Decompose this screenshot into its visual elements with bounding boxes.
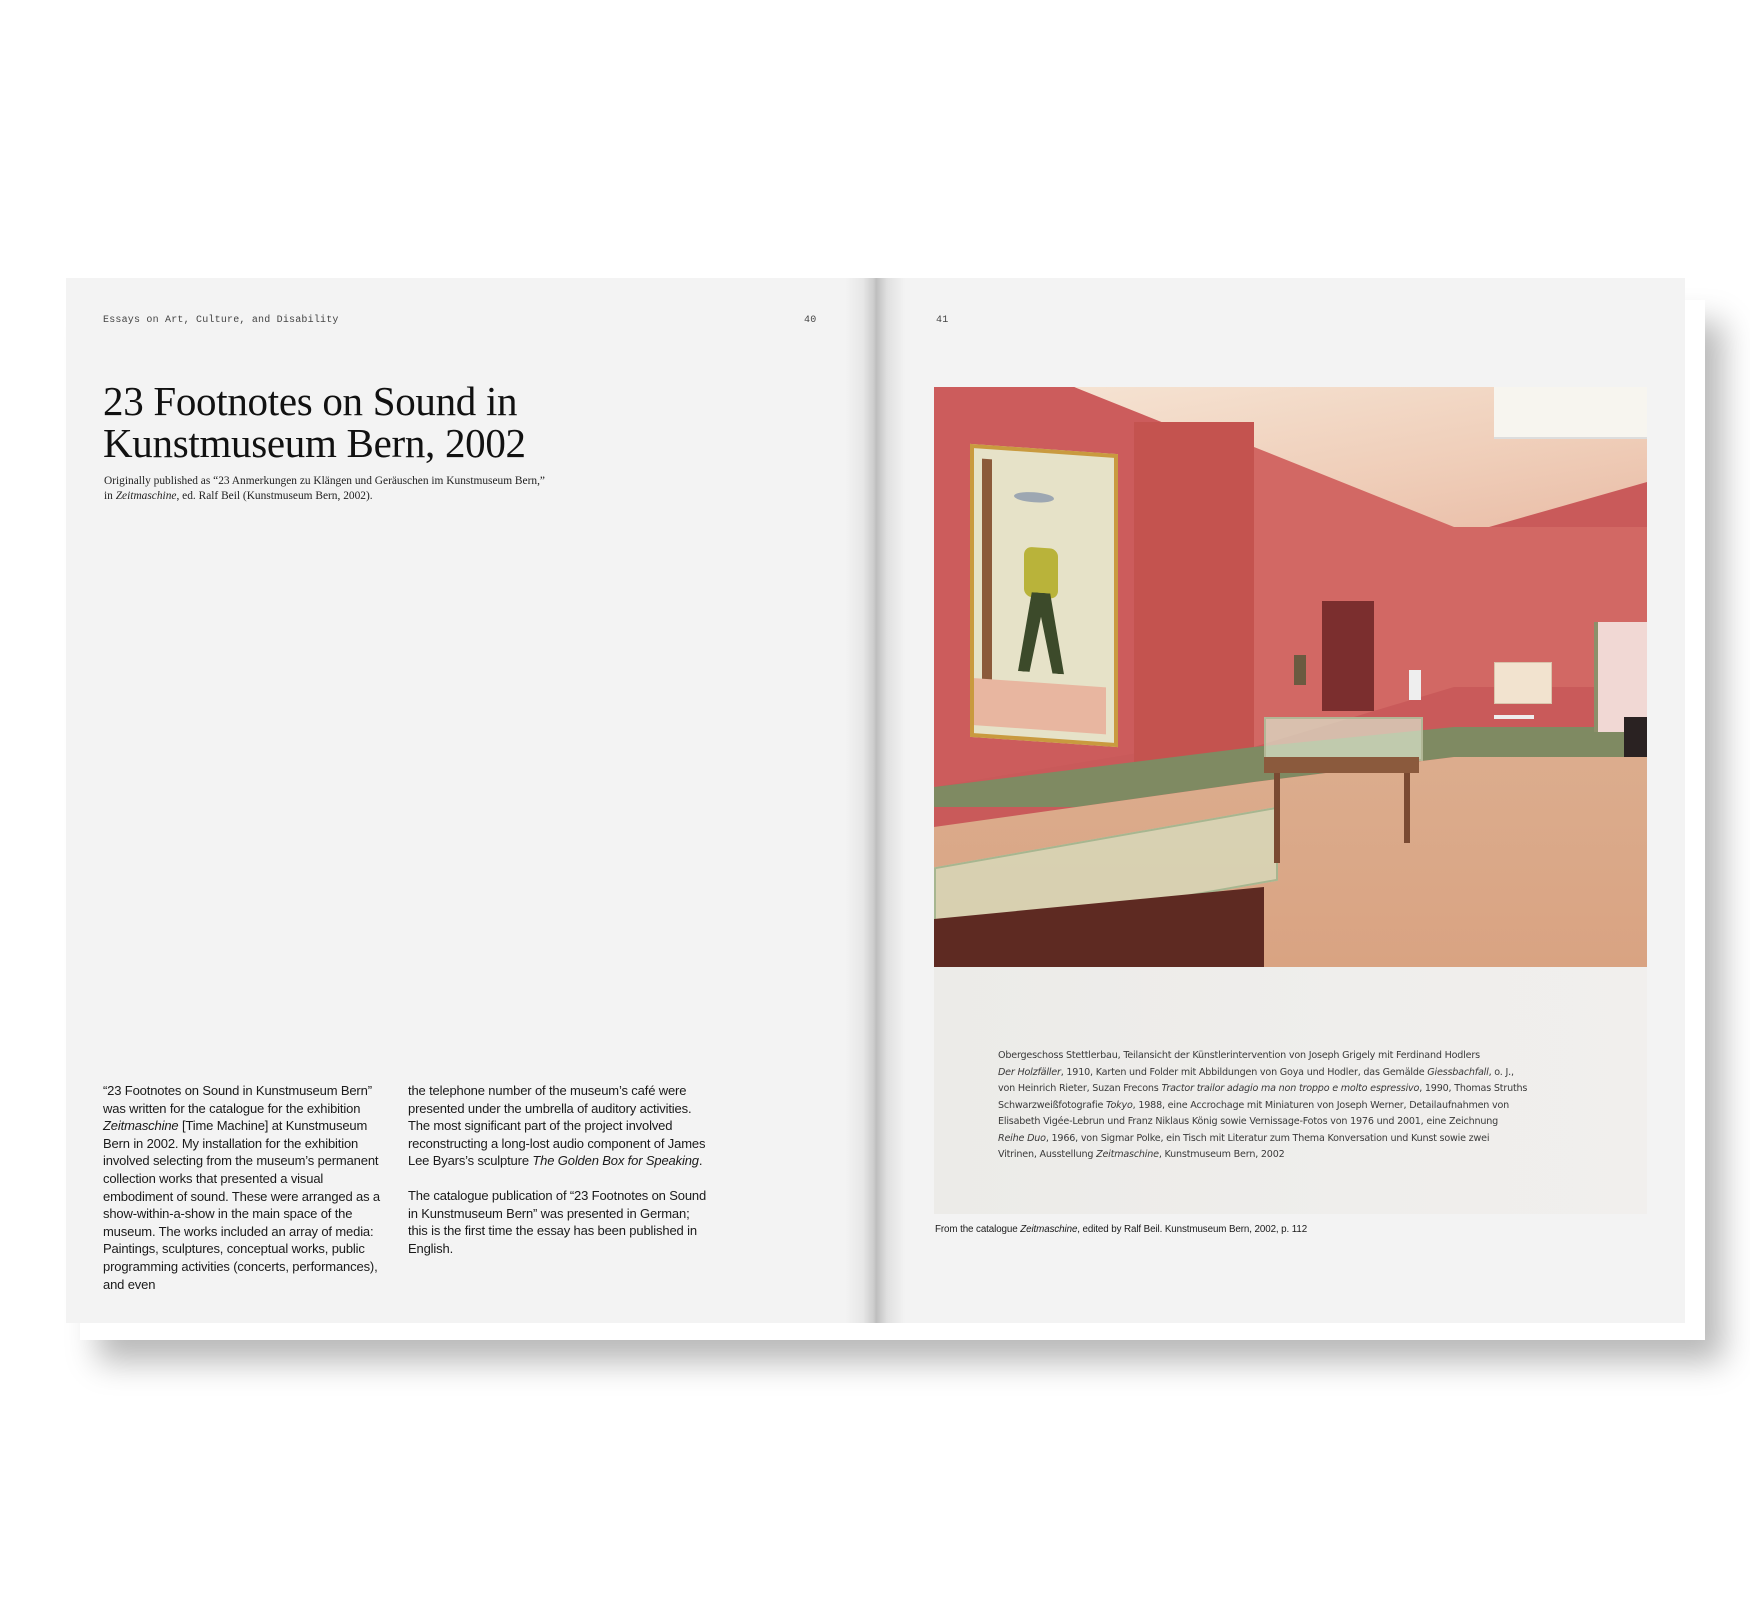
dark-painting [1322, 601, 1374, 711]
text-run: the telephone number of the museum’s café were presented under the umbrella of auditory activities. The most significant part of the project involved reconstructing a long-lost audio component of James Lee Byars’s sculpture [408, 1083, 706, 1169]
body-paragraph: The catalogue publication of “23 Footnotes on Sound in Kunstmuseum Bern” was presented in German; this is the first time the essay has been published in English. [408, 1187, 707, 1256]
body-column-2 [408, 1082, 708, 1274]
wall-pillar [1134, 422, 1254, 762]
doorway [1594, 622, 1647, 732]
credit-prefix: From the catalogue [935, 1224, 1021, 1235]
caption-italic: Zeitmaschine [1096, 1149, 1159, 1160]
caption-line: Elisabeth Vigée-Lebrun und Franz Niklaus König sowie Vernissage-Fotos von 1976 und 2001, eine Zeichnung [998, 1116, 1499, 1127]
publication-note-prefix: in [104, 490, 116, 502]
caption-italic: Reihe Duo [998, 1132, 1046, 1144]
caption-italic: Tokyo [1106, 1099, 1133, 1111]
body-paragraph [408, 1082, 708, 1170]
caption-line: , 1988, eine Accrochage mit Miniaturen von Joseph Werner, Detailaufnahmen von [1132, 1099, 1510, 1111]
essay-title [103, 380, 723, 464]
publication-note [104, 474, 664, 504]
scanned-german-caption [998, 1048, 1563, 1164]
caption-italic: Giessbachfall [1427, 1066, 1489, 1078]
book-gutter [845, 278, 905, 1323]
vitrine-right-base [1264, 757, 1419, 773]
painting-der-holzfaeller [970, 444, 1118, 747]
body-column-1 [103, 1082, 393, 1310]
caption-italic: Der Holzfäller [998, 1066, 1061, 1078]
vitrine-right-leg [1404, 773, 1410, 843]
vitrine-right-leg [1274, 773, 1280, 863]
caption-line: , Kunstmuseum Bern, 2002 [1158, 1149, 1285, 1160]
publication-note-suffix: , ed. Ralf Beil (Kunstmuseum Bern, 2002). [176, 490, 373, 502]
caption-line: Vitrinen, Ausstellung [998, 1149, 1097, 1160]
body-paragraph [103, 1082, 393, 1293]
italic-run: The Golden Box for Speaking [532, 1153, 699, 1169]
caption-line: , 1990, Thomas Struths [1419, 1083, 1528, 1094]
page-number-left: 40 [804, 315, 817, 326]
caption-line: Schwarzweißfotografie [998, 1099, 1106, 1111]
credit-suffix: , edited by Ralf Beil. Kunstmuseum Bern, 2002, p. 112 [1077, 1224, 1308, 1235]
text-run: “23 Footnotes on Sound in Kunstmuseum Bern” was written for the catalogue for the exhibition [103, 1083, 372, 1116]
publication-note-line-1: Originally published as “23 Anmerkungen zu Klängen und Geräuschen im Kunstmuseum Bern,” [104, 475, 545, 487]
italic-run: Zeitmaschine [103, 1118, 179, 1134]
page-number-right: 41 [936, 315, 949, 326]
caption-line: , 1966, von Sigmar Polke, ein Tisch mit Literatur zum Thema Konversation und Kunst sowie zwei [1045, 1132, 1490, 1144]
text-run: . [698, 1153, 703, 1169]
small-work [1294, 655, 1306, 685]
running-head: Essays on Art, Culture, and Disability [103, 315, 339, 326]
image-credit [935, 1224, 1307, 1235]
small-work [1409, 670, 1421, 700]
caption-line: Obergeschoss Stettlerbau, Teilansicht der Künstlerintervention von Joseph Grigely mit Ferdinand Hodlers [998, 1050, 1480, 1061]
title-line-1: 23 Footnotes on Sound in [103, 378, 518, 424]
caption-line: , o. J., [1488, 1066, 1514, 1078]
gallery-photo [934, 387, 1647, 967]
drawing-reihe-duo [1494, 662, 1552, 704]
woodcutter-figure [1024, 547, 1058, 599]
sofa [1624, 717, 1647, 757]
publication-note-italic: Zeitmaschine [115, 490, 177, 502]
vitrine-right [1264, 717, 1423, 761]
text-run: [Time Machine] at Kunstmuseum Bern in 2002. My installation for the exhibition involved selecting from the museum’s permanent collection works that presented a visual embodiment of sound. These were arranged as a show-within-a-show in the main space of the museum. The works included an array of media: Paintings, sculptures, conceptual works, public programming activities (concerts, performances), and even [103, 1118, 381, 1292]
title-line-2: Kunstmuseum Bern, 2002 [103, 420, 526, 466]
credit-italic: Zeitmaschine [1020, 1224, 1078, 1235]
caption-line: , 1910, Karten und Folder mit Abbildungen von Goya und Hodler, das Gemälde [1060, 1066, 1428, 1078]
table [1494, 715, 1534, 719]
caption-italic: Tractor trailor adagio ma non troppo e molto espressivo [1161, 1083, 1420, 1094]
skylight [1494, 387, 1647, 439]
caption-line: von Heinrich Rieter, Suzan Frecons [998, 1083, 1162, 1094]
